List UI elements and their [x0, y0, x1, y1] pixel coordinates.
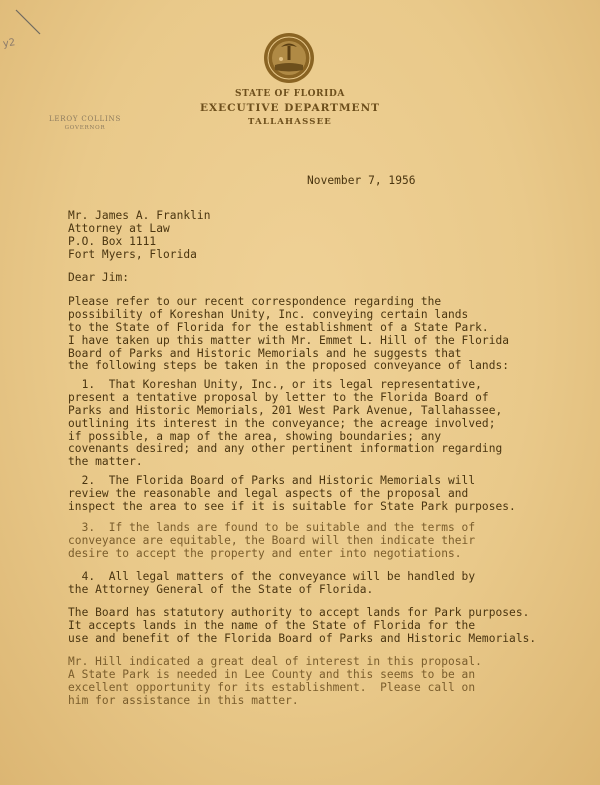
step-4-paragraph [68, 571, 475, 597]
recipient-address [68, 210, 211, 262]
body-line: outlining its interest in the conveyance; the acreage involved; [68, 416, 496, 430]
paper-crease-mark [14, 8, 44, 38]
body-line: Mr. Hill indicated a great deal of interest in this proposal. [68, 655, 482, 668]
letterhead-state: STATE OF FLORIDA [235, 89, 345, 99]
body-line: excellent opportunity for its establishment. Please call on [68, 680, 476, 694]
step-1-paragraph [68, 379, 502, 469]
address-line: Fort Myers, Florida [68, 247, 197, 261]
state-of-florida-seal [263, 32, 315, 84]
address-line: P.O. Box 1111 [68, 234, 157, 248]
governor-name: LEROY COLLINS [48, 115, 122, 123]
body-line: inspect the area to see if it is suitable for State Park purposes. [68, 499, 516, 513]
body-line: possibility of Koreshan Unity, Inc. conveying certain lands [68, 307, 469, 321]
body-line: Parks and Historic Memorials, 201 West Park Avenue, Tallahassee, [68, 403, 503, 417]
address-line: Mr. James A. Franklin [68, 209, 211, 222]
body-line: Please refer to our recent correspondence regarding the [68, 295, 442, 308]
body-line: 3. If the lands are found to be suitable and the terms of [68, 521, 476, 534]
body-line: Board of Parks and Historic Memorials and he suggests that [68, 346, 462, 360]
body-line: It accepts lands in the name of the State of Florida for the [68, 618, 476, 632]
body-line: present a tentative proposal by letter to the Florida Board of [68, 390, 489, 404]
body-line: to the State of Florida for the establishment of a State Park. [68, 320, 489, 334]
governor-title: GOVERNOR [64, 125, 106, 131]
body-line: conveyance are equitable, the Board will then indicate their [68, 533, 476, 547]
body-line: the following steps be taken in the proposed conveyance of lands: [68, 359, 510, 373]
body-line: the Attorney General of the State of Florida. [68, 582, 374, 596]
body-line: him for assistance in this matter. [68, 693, 299, 707]
letterhead-city: TALLAHASSEE [248, 117, 332, 127]
step-2-paragraph [68, 475, 516, 514]
intro-paragraph [68, 296, 509, 373]
body-line: desire to accept the property and enter into negotiations. [68, 546, 462, 560]
body-line: 1. That Koreshan Unity, Inc., or its legal representative, [68, 378, 482, 391]
closing-paragraph [68, 656, 482, 708]
body-line: the matter. [68, 455, 143, 469]
step-3-paragraph [68, 522, 475, 561]
body-line: The Board has statutory authority to accept lands for Park purposes. [68, 606, 530, 619]
salutation: Dear Jim: [68, 271, 130, 284]
body-line: covenants desired; and any other pertinent information regarding [68, 442, 503, 456]
body-line: 2. The Florida Board of Parks and Historic Memorials will [68, 474, 476, 487]
body-line: use and benefit of the Florida Board of Parks and Historic Memorials. [68, 631, 537, 645]
letterhead-department: EXECUTIVE DEPARTMENT [200, 102, 380, 114]
letter-date: November 7, 1956 [307, 174, 416, 187]
body-line: review the reasonable and legal aspects of the proposal and [68, 486, 469, 500]
body-line: if possible, a map of the area, showing boundaries; any [68, 429, 442, 443]
body-line: A State Park is needed in Lee County and this seems to be an [68, 667, 476, 681]
address-line: Attorney at Law [68, 221, 170, 235]
body-line: 4. All legal matters of the conveyance will be handled by [68, 570, 476, 583]
margin-pencil-mark: y2 [2, 37, 16, 50]
board-authority-paragraph [68, 607, 536, 646]
body-line: I have taken up this matter with Mr. Emmet L. Hill of the Florida [68, 333, 510, 347]
